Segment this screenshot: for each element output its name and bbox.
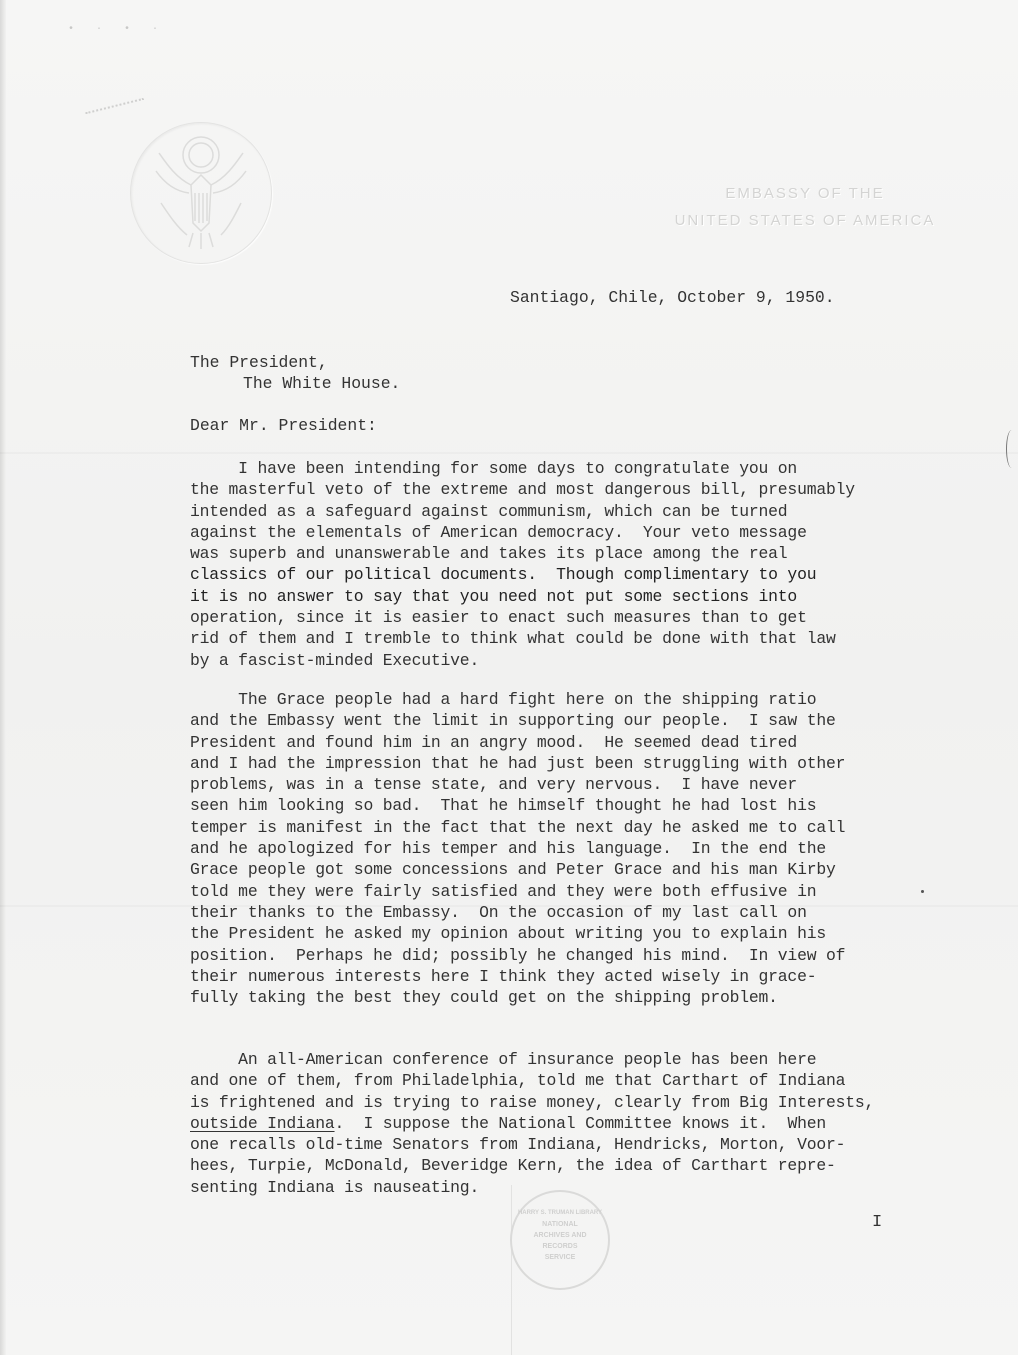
paper-fold [0,452,1018,454]
pencil-mark [1006,430,1017,468]
underlined-text: outside Indiana [190,1113,335,1133]
stamp-text: NATIONAL [542,1221,578,1228]
paragraph-line: and one of them, from Philadelphia, told me that Carthart of Indiana [190,1071,846,1091]
paragraph-line: President and found him in an angry mood. He seemed dead tired [190,732,798,752]
paragraph-line: fully taking the best they could get on the shipping problem. [190,988,778,1008]
paragraph-3 [190,1049,990,1198]
address-line-1: The President, [190,353,328,372]
paragraph-line: and I had the impression that he had just been struggling with other [190,753,846,773]
stamp-text: RECORDS [542,1243,578,1250]
paragraph-line: classics of our political documents. Though complimentary to you [190,565,817,585]
letterhead-line-2: UNITED STATES OF AMERICA [674,212,936,229]
paragraph-1 [190,458,990,671]
paragraph-line: hees, Turpie, McDonald, Beveridge Kern, the idea of Carthart repre- [190,1156,836,1176]
paragraph-line: their numerous interests here I think they acted wisely in grace- [190,966,817,986]
page-left-edge [0,0,6,1355]
paragraph-line-rest: . I suppose the National Committee knows it. When [334,1113,826,1133]
paragraph-line: temper is manifest in the fact that the next day he asked me to call [190,817,846,837]
paragraph-line: their thanks to the Embassy. On the occasion of my last call on [190,902,807,922]
date-line: Santiago, Chile, October 9, 1950. [510,288,835,307]
paragraph-line-underlined [190,1113,990,1134]
paragraph-line: intended as a safeguard against communism, which can be turned [190,501,788,521]
salutation: Dear Mr. President: [190,416,377,435]
paragraph-line: the President he asked my opinion about writing you to explain his [190,924,826,944]
paragraph-line: is frightened and is trying to raise money, clearly from Big Interests, [190,1092,875,1112]
paragraph-line: it is no answer to say that you need not put some sections into [190,586,798,606]
paragraph-line: and the Embassy went the limit in supporting our people. I saw the [190,711,836,731]
address-line-2: The White House. [243,374,401,393]
paragraph-line: problems, was in a tense state, and very nervous. I have never [190,775,798,795]
stamp-text: ARCHIVES AND [533,1232,587,1239]
paragraph-line: senting Indiana is nauseating. [190,1177,480,1197]
paragraph-line: by a fascist-minded Executive. [190,650,480,670]
paragraph-line: was superb and unanswerable and takes its place among the real [190,544,788,564]
paragraph-line: operation, since it is easier to enact such measures than to get [190,608,807,628]
great-seal-icon [130,122,272,264]
stamp-text: SERVICE [544,1254,576,1261]
paragraph-line: An all-American conference of insurance people has been here [190,1050,817,1069]
ink-dot [921,890,924,893]
paragraph-line: position. Perhaps he did; possibly he changed his mind. In view of [190,945,846,965]
paragraph-line: Grace people got some concessions and Peter Grace and his man Kirby [190,860,836,880]
paragraph-line: rid of them and I tremble to think what could be done with that law [190,629,836,649]
paragraph-line: and he apologized for his temper and his language. In the end the [190,839,826,859]
paragraph-line: the masterful veto of the extreme and most dangerous bill, presumably [190,480,855,500]
letterhead-line-1: EMBASSY OF THE [725,185,885,202]
paragraph-line: The Grace people had a hard fight here on the shipping ratio [190,690,817,709]
page-marker: I [872,1213,883,1232]
paragraph-2 [190,689,990,1008]
archive-stamp [510,1190,610,1290]
paper-specks: • · • · [68,24,167,35]
paragraph-line: against the elementals of American democracy. Your veto message [190,522,807,542]
paragraph-line: one recalls old-time Senators from Indiana, Hendricks, Morton, Voor- [190,1135,846,1155]
paragraph-line: seen him looking so bad. That he himself thought he had lost his [190,796,817,816]
paragraph-line: told me they were fairly satisfied and they were both effusive in [190,881,817,901]
stamp-text: HARRY S. TRUMAN LIBRARY [517,1210,603,1216]
paragraph-line: I have been intending for some days to congratulate you on [190,459,798,478]
